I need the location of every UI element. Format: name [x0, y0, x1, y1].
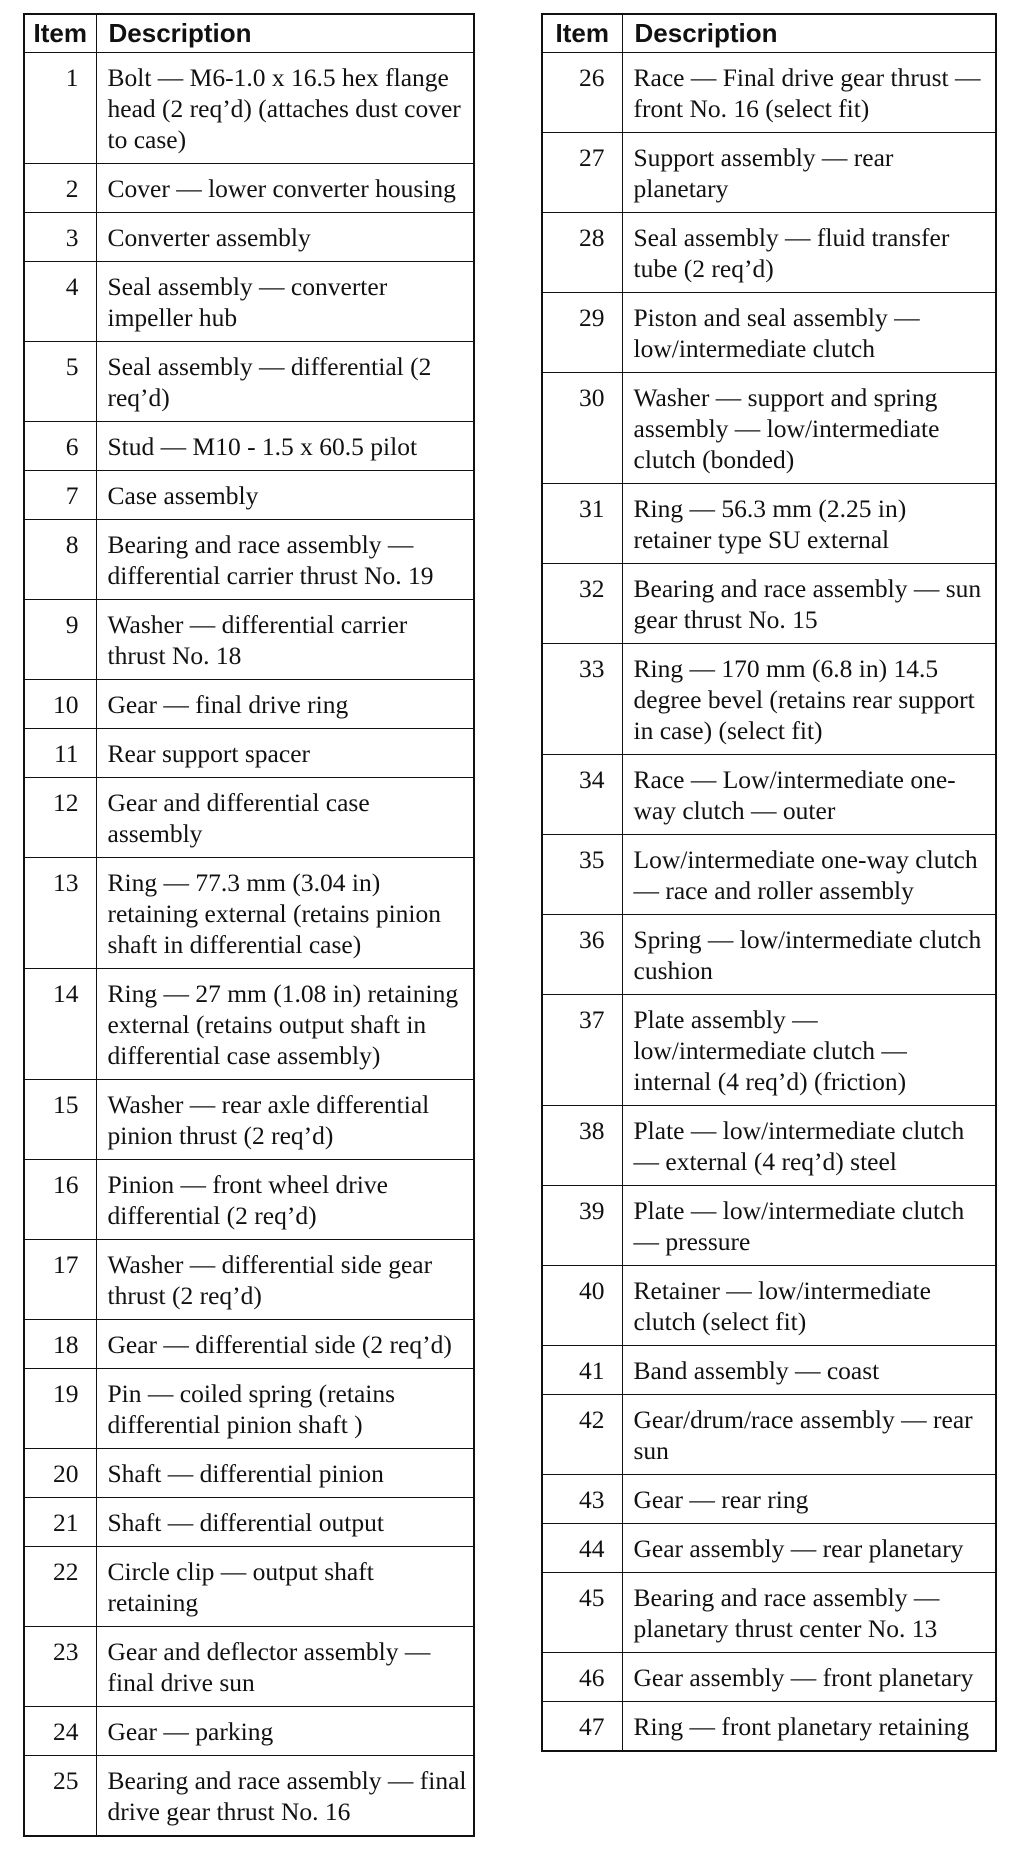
item-description: Shaft — differential output: [96, 1498, 474, 1547]
parts-table-left: [23, 13, 475, 1837]
table-row: [24, 858, 474, 969]
table-row: [24, 1547, 474, 1627]
item-description: Circle clip — output shaft retaining: [96, 1547, 474, 1627]
table-row: [542, 1186, 996, 1266]
table-row: [24, 471, 474, 520]
table-row: [542, 755, 996, 835]
table-row: [24, 1369, 474, 1449]
item-description: Gear — differential side (2 req’d): [96, 1320, 474, 1369]
item-number: 15: [24, 1080, 96, 1160]
item-number: 45: [542, 1573, 622, 1653]
item-description: Ring — 170 mm (6.8 in) 14.5 degree bevel (retains rear support in case) (select fit): [622, 644, 996, 755]
item-number: 43: [542, 1475, 622, 1524]
item-number: 19: [24, 1369, 96, 1449]
table-row: [24, 1160, 474, 1240]
item-number: 26: [542, 53, 622, 133]
item-description: Seal assembly — fluid transfer tube (2 req’d): [622, 213, 996, 293]
table-row: [542, 133, 996, 213]
item-description: Bearing and race assembly — sun gear thrust No. 15: [622, 564, 996, 644]
item-number: 25: [24, 1756, 96, 1837]
item-number: 11: [24, 729, 96, 778]
item-number: 40: [542, 1266, 622, 1346]
item-description: Pinion — front wheel drive differential (2 req’d): [96, 1160, 474, 1240]
table-row: [542, 1395, 996, 1475]
item-description: Ring — 77.3 mm (3.04 in) retaining external (retains pinion shaft in differential case): [96, 858, 474, 969]
item-description: Band assembly — coast: [622, 1346, 996, 1395]
item-number: 33: [542, 644, 622, 755]
item-number: 5: [24, 342, 96, 422]
item-description: Ring — 27 mm (1.08 in) retaining external (retains output shaft in differential case assembly): [96, 969, 474, 1080]
item-description: Plate assembly — low/intermediate clutch — internal (4 req’d) (friction): [622, 995, 996, 1106]
item-number: 36: [542, 915, 622, 995]
item-description: Support assembly — rear planetary: [622, 133, 996, 213]
description-column-header: Description: [96, 14, 474, 53]
table-row: [542, 1106, 996, 1186]
item-description: Seal assembly — differential (2 req’d): [96, 342, 474, 422]
item-number: 10: [24, 680, 96, 729]
table-row: [542, 373, 996, 484]
table-row: [24, 1707, 474, 1756]
table-row: [24, 969, 474, 1080]
item-description: Race — Low/intermediate one-way clutch — outer: [622, 755, 996, 835]
table-row: [542, 644, 996, 755]
table-row: [542, 213, 996, 293]
item-number: 23: [24, 1627, 96, 1707]
table-row: [542, 835, 996, 915]
item-number: 35: [542, 835, 622, 915]
parts-table-right: [541, 13, 997, 1752]
item-number: 4: [24, 262, 96, 342]
item-column-header: Item: [542, 14, 622, 53]
table-row: [542, 293, 996, 373]
item-number: 20: [24, 1449, 96, 1498]
table-row: [542, 995, 996, 1106]
item-description: Gear assembly — front planetary: [622, 1653, 996, 1702]
table-row: [24, 600, 474, 680]
table-row: [542, 53, 996, 133]
item-number: 1: [24, 53, 96, 164]
item-description: Gear — final drive ring: [96, 680, 474, 729]
item-description: Washer — differential carrier thrust No. 18: [96, 600, 474, 680]
item-description: Case assembly: [96, 471, 474, 520]
item-description: Ring — front planetary retaining: [622, 1702, 996, 1752]
table-row: [24, 342, 474, 422]
item-number: 21: [24, 1498, 96, 1547]
item-description: Washer — differential side gear thrust (2 req’d): [96, 1240, 474, 1320]
item-description: Gear — rear ring: [622, 1475, 996, 1524]
item-number: 38: [542, 1106, 622, 1186]
item-column-header: Item: [24, 14, 96, 53]
item-description: Pin — coiled spring (retains differential pinion shaft ): [96, 1369, 474, 1449]
item-description: Gear assembly — rear planetary: [622, 1524, 996, 1573]
table-row: [24, 729, 474, 778]
table-row: [24, 1756, 474, 1837]
table-row: [24, 680, 474, 729]
table-row: [542, 1346, 996, 1395]
item-description: Piston and seal assembly — low/intermediate clutch: [622, 293, 996, 373]
item-number: 12: [24, 778, 96, 858]
item-number: 14: [24, 969, 96, 1080]
item-description: Retainer — low/intermediate clutch (select fit): [622, 1266, 996, 1346]
item-number: 39: [542, 1186, 622, 1266]
parts-list-right: [542, 53, 996, 1752]
item-number: 3: [24, 213, 96, 262]
item-number: 8: [24, 520, 96, 600]
item-description: Gear and deflector assembly — final drive sun: [96, 1627, 474, 1707]
item-description: Spring — low/intermediate clutch cushion: [622, 915, 996, 995]
item-number: 7: [24, 471, 96, 520]
item-description: Gear/drum/race assembly — rear sun: [622, 1395, 996, 1475]
table-row: [24, 1240, 474, 1320]
item-number: 37: [542, 995, 622, 1106]
item-description: Race — Final drive gear thrust — front No. 16 (select fit): [622, 53, 996, 133]
table-header-row: [542, 14, 996, 53]
item-number: 34: [542, 755, 622, 835]
item-description: Plate — low/intermediate clutch — pressure: [622, 1186, 996, 1266]
table-row: [24, 262, 474, 342]
table-header-row: [24, 14, 474, 53]
table-row: [24, 1449, 474, 1498]
item-description: Rear support spacer: [96, 729, 474, 778]
item-description: Stud — M10 - 1.5 x 60.5 pilot: [96, 422, 474, 471]
item-number: 22: [24, 1547, 96, 1627]
item-number: 16: [24, 1160, 96, 1240]
item-number: 28: [542, 213, 622, 293]
table-row: [542, 1702, 996, 1752]
item-description: Ring — 56.3 mm (2.25 in) retainer type SU external: [622, 484, 996, 564]
item-number: 46: [542, 1653, 622, 1702]
item-number: 44: [542, 1524, 622, 1573]
item-description: Washer — rear axle differential pinion thrust (2 req’d): [96, 1080, 474, 1160]
item-number: 17: [24, 1240, 96, 1320]
table-row: [24, 164, 474, 213]
item-description: Shaft — differential pinion: [96, 1449, 474, 1498]
item-description: Bearing and race assembly — differential carrier thrust No. 19: [96, 520, 474, 600]
table-row: [542, 1653, 996, 1702]
table-row: [542, 1475, 996, 1524]
item-number: 42: [542, 1395, 622, 1475]
table-row: [542, 915, 996, 995]
description-column-header: Description: [622, 14, 996, 53]
item-number: 47: [542, 1702, 622, 1752]
item-description: Low/intermediate one-way clutch — race and roller assembly: [622, 835, 996, 915]
table-row: [542, 1266, 996, 1346]
table-row: [24, 422, 474, 471]
item-number: 9: [24, 600, 96, 680]
table-row: [542, 1573, 996, 1653]
table-row: [24, 1498, 474, 1547]
item-description: Cover — lower converter housing: [96, 164, 474, 213]
table-row: [542, 1524, 996, 1573]
item-number: 29: [542, 293, 622, 373]
table-row: [24, 1080, 474, 1160]
item-description: Converter assembly: [96, 213, 474, 262]
table-row: [24, 778, 474, 858]
item-number: 18: [24, 1320, 96, 1369]
item-number: 27: [542, 133, 622, 213]
item-number: 6: [24, 422, 96, 471]
table-row: [24, 1627, 474, 1707]
table-row: [24, 213, 474, 262]
item-description: Washer — support and spring assembly — low/intermediate clutch (bonded): [622, 373, 996, 484]
item-description: Bearing and race assembly — final drive gear thrust No. 16: [96, 1756, 474, 1837]
item-description: Seal assembly — converter impeller hub: [96, 262, 474, 342]
item-number: 30: [542, 373, 622, 484]
item-number: 31: [542, 484, 622, 564]
item-description: Bolt — M6-1.0 x 16.5 hex flange head (2 req’d) (attaches dust cover to case): [96, 53, 474, 164]
item-number: 13: [24, 858, 96, 969]
item-description: Plate — low/intermediate clutch — external (4 req’d) steel: [622, 1106, 996, 1186]
item-description: Gear and differential case assembly: [96, 778, 474, 858]
table-row: [24, 1320, 474, 1369]
item-description: Gear — parking: [96, 1707, 474, 1756]
item-description: Bearing and race assembly — planetary thrust center No. 13: [622, 1573, 996, 1653]
table-row: [24, 53, 474, 164]
item-number: 41: [542, 1346, 622, 1395]
item-number: 2: [24, 164, 96, 213]
item-number: 24: [24, 1707, 96, 1756]
table-row: [24, 520, 474, 600]
parts-list-left: [24, 53, 474, 1837]
table-row: [542, 484, 996, 564]
table-row: [542, 564, 996, 644]
item-number: 32: [542, 564, 622, 644]
